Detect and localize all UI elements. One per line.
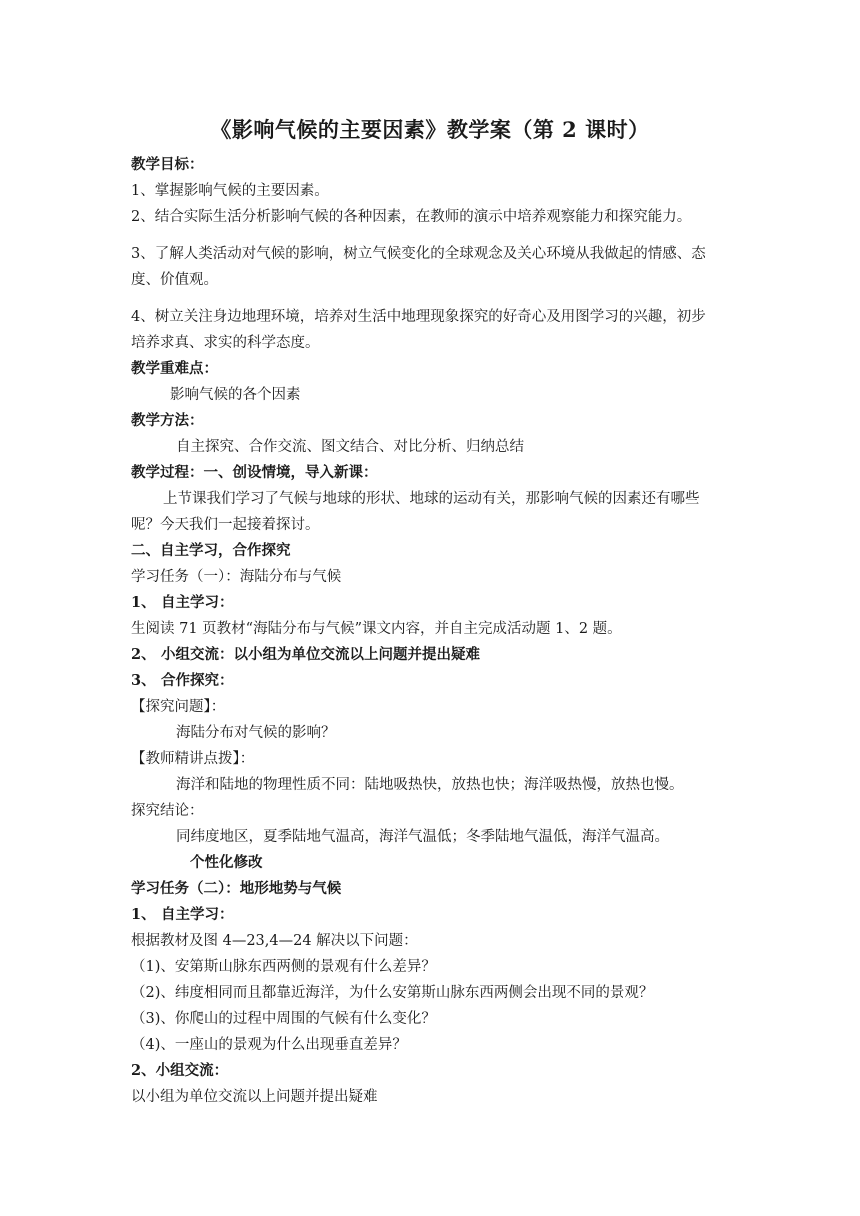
bracket-heading: 【教师精讲点拨】： — [131, 751, 255, 767]
text-line: 以小组为单位交流以上问题并提出疑难 — [131, 1089, 378, 1105]
text-line: 2、结合实际生活分析影响气候的各种因素，在教师的演示中培养观察能力和探究能力。 — [131, 209, 692, 225]
item-number: 1、 — [131, 906, 156, 923]
item-number: 3、 — [131, 672, 156, 689]
section-heading: 教学过程：一、创设情境，导入新课： — [131, 464, 378, 481]
section-heading: 二、自主学习，合作探究 — [131, 542, 291, 559]
numbered-heading — [131, 905, 741, 925]
item-label: 自主学习： — [161, 594, 234, 611]
item-number: 2、 — [131, 646, 156, 663]
text-line: 培养求真、求实的科学态度。 — [131, 335, 320, 351]
text-line: 自主探究、合作交流、图文结合、对比分析、归纳总结 — [176, 439, 524, 455]
item-label: 自主学习： — [161, 906, 234, 923]
item-label: 小组交流：以小组为单位交流以上问题并提出疑难 — [161, 646, 480, 663]
item-number: 1、 — [131, 594, 156, 611]
question-item: （1)、安第斯山脉东西两侧的景观有什么差异？ — [131, 959, 436, 975]
text-line: 学习任务（一）：海陆分布与气候 — [131, 569, 342, 585]
numbered-heading — [131, 645, 741, 665]
text-line: 海洋和陆地的物理性质不同：陆地吸热快，放热也快；海洋吸热慢，放热也慢。 — [176, 777, 684, 793]
bracket-heading: 【探究问题】： — [131, 699, 226, 715]
text-line: 1、掌握影响气候的主要因素。 — [131, 183, 329, 199]
section-heading: 教学方法： — [131, 412, 204, 429]
section-heading: 教学重难点： — [131, 360, 218, 377]
text-line: 根据教材及图 4—23,4—24 解决以下问题： — [131, 933, 418, 949]
text-line: 3、了解人类活动对气候的影响，树立气候变化的全球观念及关心环境从我做起的情感、态 — [131, 246, 706, 262]
text-line: 度、价值观。 — [131, 272, 218, 288]
question-item: （2)、纬度相同而且都靠近海洋，为什么安第斯山脉东西两侧会出现不同的景观？ — [131, 985, 654, 1001]
text-line: 4、树立关注身边地理环境，培养对生活中地理现象探究的好奇心及用图学习的兴趣，初步 — [131, 309, 706, 325]
text-line: 海陆分布对气候的影响？ — [176, 725, 336, 741]
page-title: 《影响气候的主要因素》教学案（第 2 课时） — [210, 117, 650, 142]
text-line: 探究结论： — [131, 803, 204, 819]
text-line: 生阅读 71 页教材“海陆分布与气候”课文内容，并自主完成活动题 1、2 题。 — [131, 621, 622, 637]
numbered-heading — [131, 671, 741, 691]
question-item: （4)、一座山的景观为什么出现垂直差异？ — [131, 1037, 407, 1053]
question-item: （3)、你爬山的过程中周围的气候有什么变化？ — [131, 1011, 436, 1027]
section-heading: 2、小组交流： — [131, 1062, 229, 1079]
text-line: 影响气候的各个因素 — [170, 387, 301, 403]
text-line: 上节课我们学习了气候与地球的形状、地球的运动有关，那影响气候的因素还有哪些 — [163, 491, 700, 507]
text-line: 呢？今天我们一起接着探讨。 — [131, 517, 320, 533]
item-label: 合作探究： — [161, 672, 234, 689]
text-line: 同纬度地区，夏季陆地气温高，海洋气温低；冬季陆地气温低，海洋气温高。 — [176, 829, 669, 845]
section-heading: 学习任务（二）：地形地势与气候 — [131, 880, 342, 897]
section-heading: 教学目标： — [131, 156, 204, 173]
side-note: 个性化修改 — [190, 854, 263, 871]
numbered-heading — [131, 593, 741, 613]
